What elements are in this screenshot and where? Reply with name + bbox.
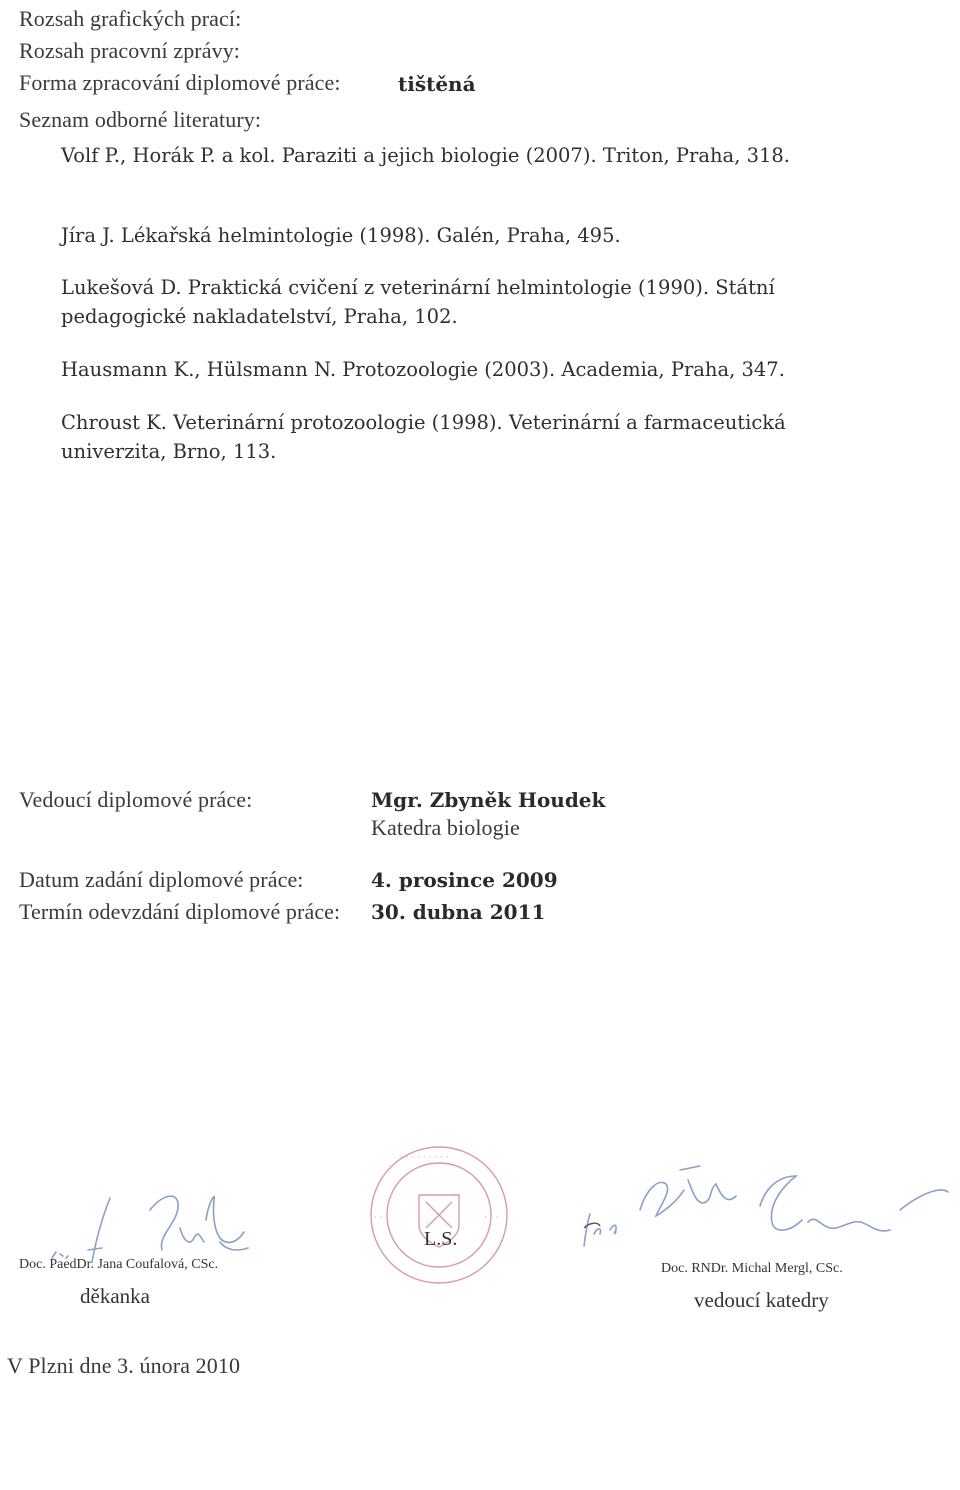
head-role: vedoucí katedry <box>694 1288 829 1312</box>
reference-item: Lukešová D. Praktická cvičení z veterinární helmintologie (1990). Státní pedagogické nakladatelství, Praha, 102. <box>61 276 775 328</box>
assigned-date-value: 4. prosince 2009 <box>371 868 558 892</box>
form-label: Forma zpracování diplomové práce: <box>19 70 341 95</box>
place-date: V Plzni dne 3. února 2010 <box>7 1353 241 1378</box>
head-signature-image <box>560 1150 955 1260</box>
reference-item: Chroust K. Veterinární protozoologie (1998). Veterinární a farmaceutická univerzita, Brno, 113. <box>61 411 786 463</box>
svg-text:· · · · · · · · ·: · · · · · · · · · <box>400 1153 449 1163</box>
svg-text:· · ·: · · · <box>484 1213 499 1223</box>
dean-name: Doc. PaedDr. Jana Coufalová, CSc. <box>19 1257 219 1272</box>
official-stamp-image <box>364 1140 514 1290</box>
dean-role: děkanka <box>80 1284 150 1308</box>
svg-text:· · ·: · · · <box>374 1213 389 1223</box>
supervisor-name: Mgr. Zbyněk Houdek <box>371 788 606 812</box>
head-name: Doc. RNDr. Michal Mergl, CSc. <box>661 1261 843 1276</box>
report-scope-label: Rozsah pracovní zprávy: <box>19 38 240 63</box>
reference-item: Jíra J. Lékařská helmintologie (1998). Galén, Praha, 495. <box>61 224 621 247</box>
deadline-value: 30. dubna 2011 <box>371 900 546 924</box>
form-value: tištěná <box>398 72 476 96</box>
supervisor-department: Katedra biologie <box>371 815 520 840</box>
assigned-date-label: Datum zadání diplomové práce: <box>19 867 304 892</box>
deadline-label: Termín odevzdání diplomové práce: <box>19 899 341 924</box>
reference-item: Hausmann K., Hülsmann N. Protozoologie (2003). Academia, Praha, 347. <box>61 358 785 381</box>
graphic-works-label: Rozsah grafických prací: <box>19 6 242 31</box>
literature-label: Seznam odborné literatury: <box>19 107 262 132</box>
reference-item: Volf P., Horák P. a kol. Paraziti a jejich biologie (2007). Triton, Praha, 318. <box>61 144 791 167</box>
stamp-label: L.S. <box>424 1228 458 1250</box>
supervisor-label: Vedoucí diplomové práce: <box>19 787 253 812</box>
